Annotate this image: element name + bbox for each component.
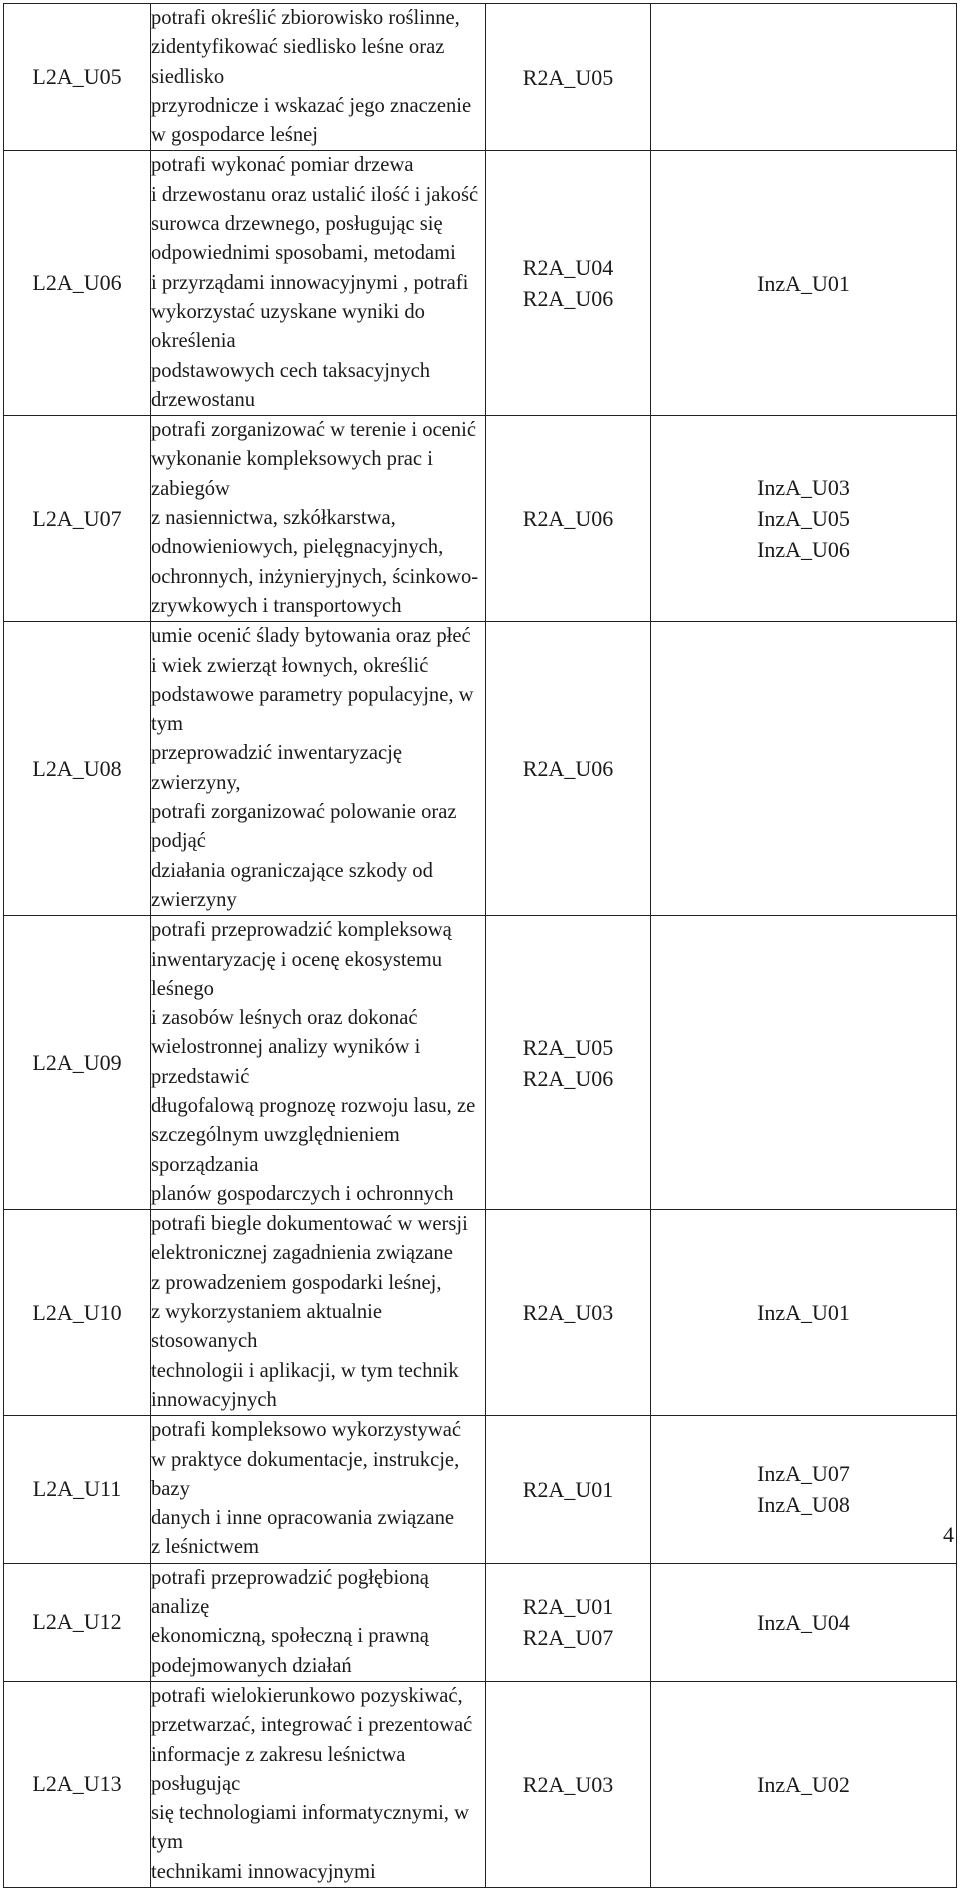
outcome-code: L2A_U08: [4, 622, 151, 916]
description-line: potrafi przeprowadzić pogłębioną analizę: [151, 1566, 429, 1619]
outcome-code: L2A_U05: [4, 4, 151, 151]
description-line: potrafi zorganizować polowanie oraz podjąć: [151, 801, 457, 853]
table-row: [4, 4, 957, 151]
outcome-description: [151, 4, 486, 151]
description-line: i przyrządami innowacyjnymi , potrafi: [151, 271, 469, 294]
description-line: potrafi wykonać pomiar drzewa: [151, 154, 414, 177]
outcome-code: L2A_U06: [4, 151, 151, 416]
inz-reference: [651, 1563, 957, 1681]
r2a-reference: [486, 1210, 651, 1416]
table-row: [4, 1563, 957, 1681]
outcome-code: L2A_U12: [4, 1563, 151, 1681]
outcome-description: [151, 1416, 486, 1563]
description-line: potrafi określić zbiorowisko roślinne,: [151, 7, 460, 29]
description-line: podejmowanych działań: [151, 1654, 352, 1677]
table-body: [4, 4, 957, 1888]
inz-reference: [651, 622, 957, 916]
description-line: zidentyfikować siedlisko leśne oraz siedlisko: [151, 36, 445, 88]
inz-reference: [651, 1210, 957, 1416]
description-line: drzewostanu: [151, 388, 256, 411]
inz-code: InzA_U02: [757, 1771, 850, 1797]
description-line: z wykorzystaniem aktualnie stosowanych: [151, 1301, 383, 1353]
description-line: zrywkowych i transportowych: [151, 594, 402, 617]
table-row: [4, 916, 957, 1210]
description-line: potrafi przeprowadzić kompleksową: [151, 919, 452, 942]
description-line: i drzewostanu oraz ustalić ilość i jakość: [151, 183, 479, 206]
description-line: z leśnictwem: [151, 1536, 260, 1559]
table-row: [4, 1210, 957, 1416]
description-line: z prowadzeniem gospodarki leśnej,: [151, 1271, 442, 1294]
description-line: z nasiennictwa, szkółkarstwa,: [151, 507, 396, 530]
description-line: technologii i aplikacji, w tym technik: [151, 1359, 459, 1382]
r2a-code: R2A_U06: [522, 286, 614, 312]
outcome-description: [151, 151, 486, 416]
outcome-code: L2A_U09: [4, 916, 151, 1210]
outcome-description: [151, 916, 486, 1210]
table-row: [4, 622, 957, 916]
r2a-code: R2A_U06: [522, 1065, 614, 1091]
r2a-code: R2A_U04: [522, 255, 614, 281]
inz-code: InzA_U08: [757, 1492, 850, 1518]
description-line: odnowieniowych, pielęgnacyjnych,: [151, 536, 444, 559]
r2a-code: R2A_U05: [522, 1034, 614, 1060]
inz-reference: [651, 1416, 957, 1563]
description-line: odpowiednimi sposobami, metodami: [151, 242, 456, 265]
outcome-description: [151, 1681, 486, 1887]
description-line: podstawowych cech taksacyjnych: [151, 359, 431, 382]
inz-code: InzA_U01: [757, 1300, 850, 1326]
page-number: 4: [943, 1522, 954, 1547]
description-line: potrafi biegle dokumentować w wersji: [151, 1213, 468, 1236]
inz-reference: [651, 4, 957, 151]
inz-code: InzA_U03: [757, 475, 850, 501]
inz-code: InzA_U01: [757, 270, 850, 296]
table-row: [4, 151, 957, 416]
description-line: potrafi wielokierunkowo pozyskiwać,: [151, 1684, 463, 1707]
description-line: długofalową prognozę rozwoju lasu, ze: [151, 1094, 476, 1117]
description-line: przyrodnicze i wskazać jego znaczenie: [151, 94, 472, 117]
description-line: potrafi zorganizować w terenie i ocenić: [151, 419, 476, 442]
r2a-reference: [486, 622, 651, 916]
outcome-description: [151, 1210, 486, 1416]
description-line: szczególnym uwzględnieniem sporządzania: [151, 1124, 400, 1176]
description-line: danych i inne opracowania związane: [151, 1507, 455, 1530]
description-line: technikami innowacyjnymi: [151, 1860, 376, 1883]
inz-code: InzA_U06: [757, 537, 850, 563]
description-line: wykonanie kompleksowych prac i zabiegów: [151, 448, 433, 500]
r2a-code: R2A_U05: [522, 64, 614, 90]
description-line: innowacyjnych: [151, 1388, 277, 1411]
description-line: w praktyce dokumentacje, instrukcje, bazy: [151, 1448, 460, 1500]
r2a-code: R2A_U03: [522, 1300, 614, 1326]
outcome-code: L2A_U10: [4, 1210, 151, 1416]
description-line: w gospodarce leśnej: [151, 124, 318, 147]
r2a-reference: [486, 4, 651, 151]
outcome-description: [151, 1563, 486, 1681]
outcome-code: L2A_U07: [4, 416, 151, 622]
inz-reference: [651, 1681, 957, 1887]
description-line: ekonomiczną, społeczną i prawną: [151, 1625, 429, 1648]
description-line: i wiek zwierząt łownych, określić: [151, 654, 429, 677]
learning-outcomes-table: [3, 3, 957, 1888]
inz-reference: [651, 916, 957, 1210]
description-line: i zasobów leśnych oraz dokonać: [151, 1007, 418, 1030]
description-line: informacje z zakresu leśnictwa posługując: [151, 1743, 406, 1795]
r2a-code: R2A_U07: [522, 1625, 614, 1651]
table-row: [4, 1416, 957, 1563]
description-line: inwentaryzację i ocenę ekosystemu leśnego: [151, 948, 443, 1000]
description-line: elektronicznej zagadnienia związane: [151, 1242, 453, 1265]
r2a-reference: [486, 1563, 651, 1681]
inz-code: InzA_U07: [757, 1461, 850, 1487]
r2a-reference: [486, 916, 651, 1210]
r2a-reference: [486, 1681, 651, 1887]
inz-code: InzA_U05: [757, 506, 850, 532]
table-row: [4, 1681, 957, 1887]
outcome-code: L2A_U11: [4, 1416, 151, 1563]
description-line: się technologiami informatycznymi, w tym: [151, 1802, 469, 1854]
r2a-reference: [486, 1416, 651, 1563]
r2a-code: R2A_U06: [522, 506, 614, 532]
description-line: wielostronnej analizy wyników i przedstawić: [151, 1036, 421, 1088]
description-line: potrafi kompleksowo wykorzystywać: [151, 1419, 461, 1442]
outcome-description: [151, 416, 486, 622]
r2a-code: R2A_U03: [522, 1771, 614, 1797]
description-line: surowca drzewnego, posługując się: [151, 213, 443, 236]
table-row: [4, 416, 957, 622]
outcome-description: [151, 622, 486, 916]
description-line: umie ocenić ślady bytowania oraz płeć: [151, 625, 471, 648]
r2a-reference: [486, 151, 651, 416]
r2a-code: R2A_U01: [522, 1476, 614, 1502]
r2a-reference: [486, 416, 651, 622]
inz-reference: [651, 416, 957, 622]
description-line: podstawowe parametry populacyjne, w tym: [151, 683, 474, 736]
description-line: planów gospodarczych i ochronnych: [151, 1182, 454, 1205]
inz-code: InzA_U04: [757, 1609, 850, 1635]
outcome-code: L2A_U13: [4, 1681, 151, 1887]
r2a-code: R2A_U06: [522, 756, 614, 782]
inz-reference: [651, 151, 957, 416]
description-line: ochronnych, inżynieryjnych, ścinkowo-: [151, 565, 479, 588]
r2a-code: R2A_U01: [522, 1594, 614, 1620]
description-line: przetwarzać, integrować i prezentować: [151, 1714, 473, 1737]
description-line: przeprowadzić inwentaryzację zwierzyny,: [151, 742, 402, 794]
description-line: wykorzystać uzyskane wyniki do określenia: [151, 300, 425, 353]
description-line: działania ograniczające szkody od zwierzyny: [151, 859, 433, 911]
